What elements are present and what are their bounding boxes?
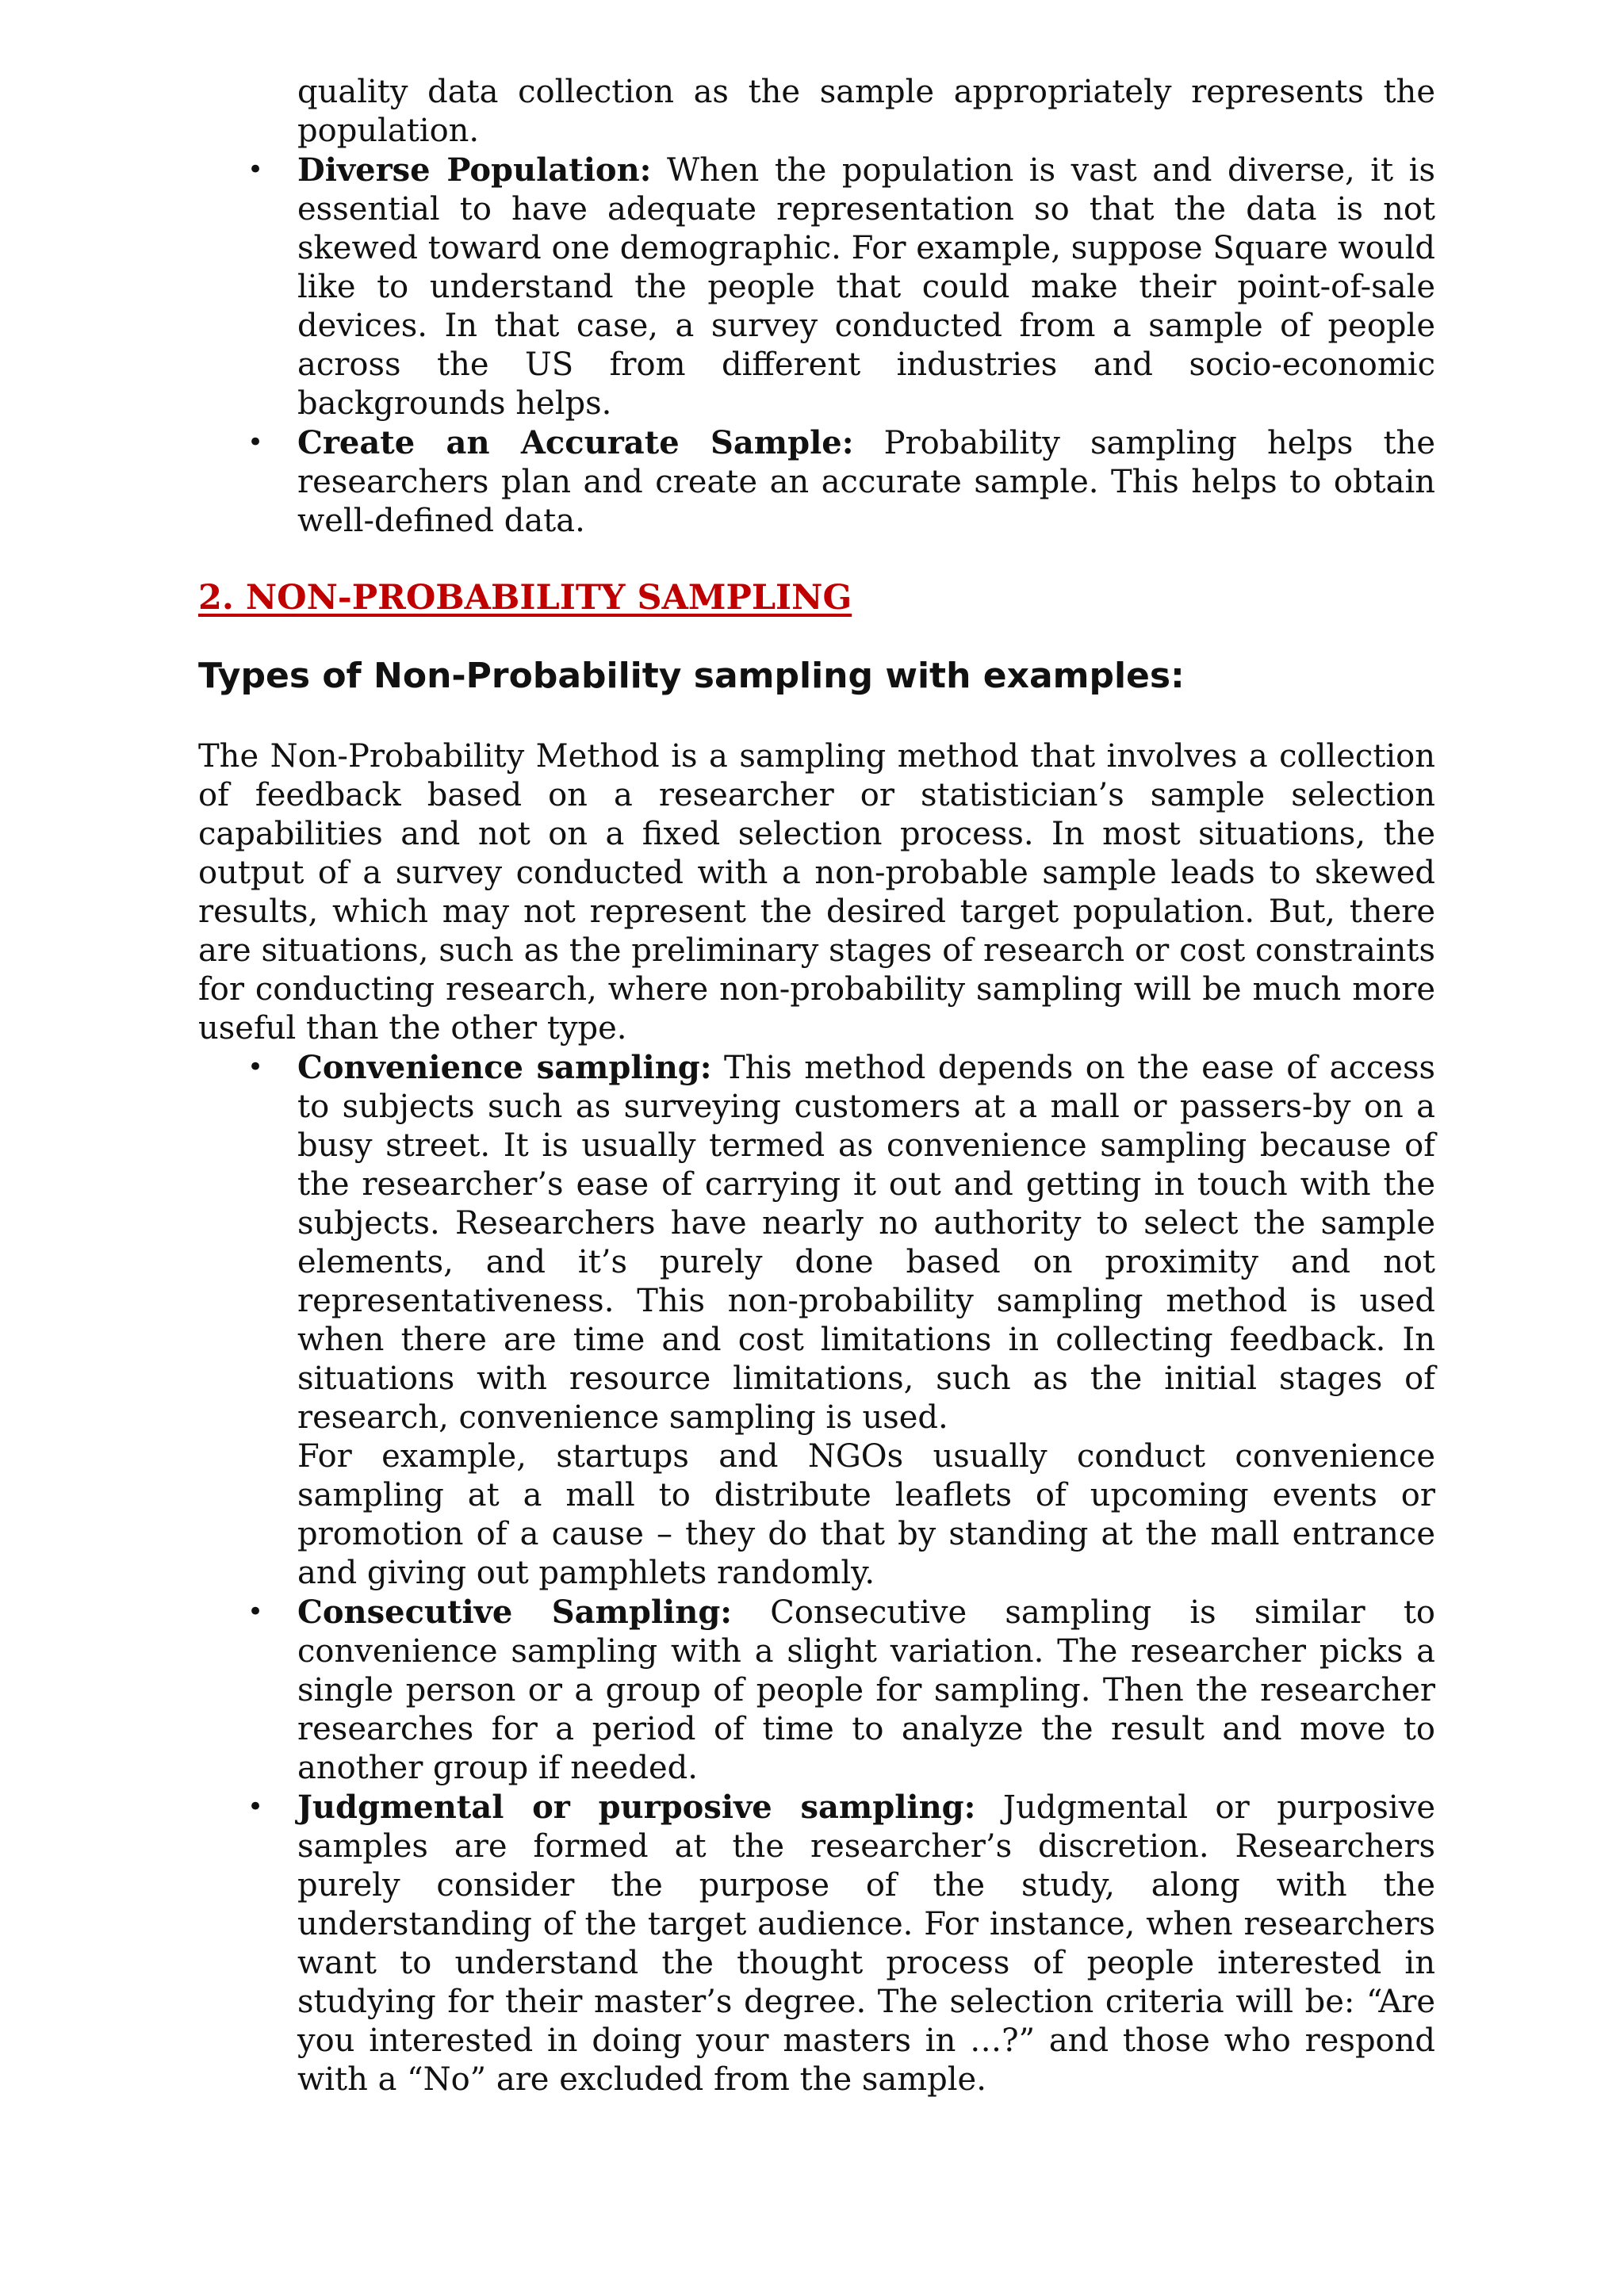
- non-probability-bullet-list: [198, 1048, 1435, 2099]
- list-item-judgmental-sampling: [198, 1788, 1435, 2099]
- section-heading: 2. NON-PROBABILITY SAMPLING: [198, 578, 852, 618]
- sub-heading: Types of Non-Probability sampling with examples:: [198, 656, 1185, 696]
- bullet-term: Create an Accurate Sample:: [297, 424, 854, 461]
- bullet-text: Judgmental or purposive samples are formed at the researcher’s discretion. Researchers purely consider the purpose of the study, along with the understanding of the target audience. For instance, when researchers want to understand the thought process of people interested in studying for their master’s degree. The selection criteria will be: “Are you interested in doing your masters in …?” and those who respond with a “No” are excluded from the sample.: [297, 1789, 1435, 2098]
- intro-paragraph: The Non-Probability Method is a sampling method that involves a collection of feedback based on a researcher or statistician’s sample selection capabilities and not on a fixed selection process. In most situations, the output of a survey conducted with a non-probable sample leads to skewed results, which may not represent the desired target population. But, there are situations, such as the preliminary stages of research or cost constraints for conducting research, where non-probability sampling will be much more useful than the other type.: [198, 738, 1435, 1047]
- bullet-text: Consecutive sampling is similar to convenience sampling with a slight variation. The researcher picks a single person or a group of people for sampling. Then the researcher researches for a period of time to analyze the result and move to another group if needed.: [297, 1594, 1435, 1786]
- list-item-create-accurate-sample: [198, 423, 1435, 541]
- bullet-term: Consecutive Sampling:: [297, 1594, 733, 1631]
- bullet-text: Probability sampling helps the researchers plan and create an accurate sample. This helps to obtain well-defined data.: [297, 425, 1435, 539]
- list-item-diverse-population: [198, 151, 1435, 423]
- probability-bullet-list: [198, 151, 1435, 541]
- document-page: [198, 73, 1435, 2099]
- bullet-text-continued: For example, startups and NGOs usually conduct convenience sampling at a mall to distribute leaflets of upcoming events or promotion of a cause – they do that by standing at the mall entrance and giving out pamphlets randomly.: [297, 1438, 1435, 1591]
- bullet-text: When the population is vast and diverse, it is essential to have adequate representation so that the data is not skewed toward one demographic. For example, suppose Square would like to understand the people that could make their point-of-sale devices. In that case, a survey conducted from a sample of people across the US from different industries and socio-economic backgrounds helps.: [297, 152, 1435, 422]
- list-item-consecutive-sampling: [198, 1593, 1435, 1788]
- bullet-term: Judgmental or purposive sampling:: [297, 1789, 976, 1826]
- bullet-term: Convenience sampling:: [297, 1049, 712, 1086]
- bullet-text: This method depends on the ease of access to subjects such as surveying customers at a mall or passers-by on a busy street. It is usually termed as convenience sampling because of the researcher’s ease of carrying it out and getting in touch with the subjects. Researchers have nearly no authority to select the sample elements, and it’s purely done based on proximity and not representativeness. This non-probability sampling method is used when there are time and cost limitations in collecting feedback. In situations with resource limitations, such as the initial stages of research, convenience sampling is used.: [297, 1050, 1436, 1436]
- continuation-paragraph: quality data collection as the sample appropriately represents the population.: [297, 74, 1435, 149]
- list-item-convenience-sampling: [198, 1048, 1435, 1593]
- bullet-term: Diverse Population:: [297, 151, 652, 189]
